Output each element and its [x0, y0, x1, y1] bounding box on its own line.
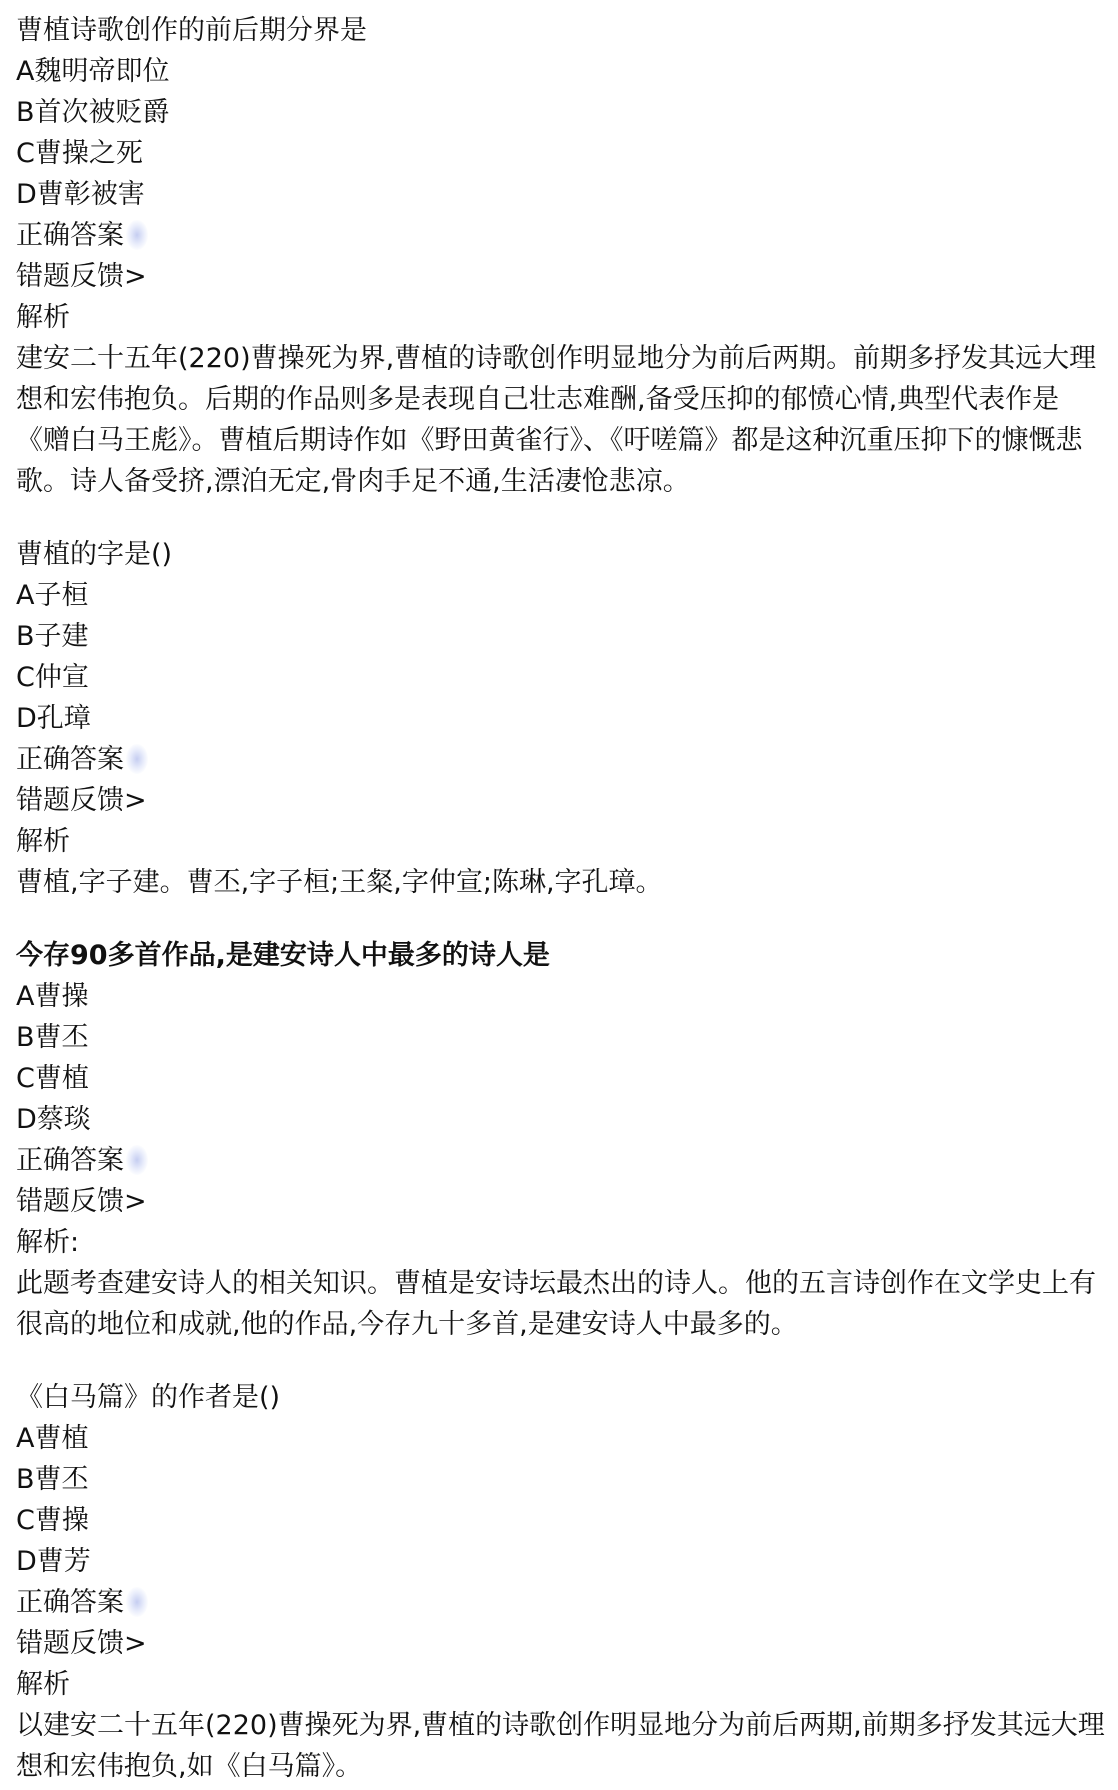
correct-answer-row [16, 1140, 1102, 1181]
correct-answer-label: 正确答案 [16, 1587, 124, 1618]
option-c: C曹操之死 [16, 138, 143, 169]
blurred-answer-icon [126, 744, 148, 774]
option-d: D蔡琰 [16, 1104, 91, 1135]
option-d: D曹芳 [16, 1546, 91, 1577]
question-title: 曹植的字是() [16, 539, 173, 570]
spacer [16, 1345, 1102, 1377]
option-a: A曹操 [16, 981, 89, 1012]
option-d: D孔璋 [16, 703, 91, 734]
analysis-label: 解析 [16, 1669, 70, 1700]
analysis-text: 以建安二十五年(220)曹操死为界,曹植的诗歌创作明显地分为前后两期,前期多抒发其远大理想和宏伟抱负,如《白马篇》。 [16, 1710, 1105, 1782]
option-c: C仲宣 [16, 662, 89, 693]
question-block-3 [16, 935, 1102, 1345]
option-b: B子建 [16, 621, 89, 652]
correct-answer-label: 正确答案 [16, 744, 124, 775]
question-block-1 [16, 10, 1102, 502]
correct-answer-row [16, 1582, 1102, 1623]
option-b: B曹丕 [16, 1022, 89, 1053]
error-feedback-link[interactable]: 错题反馈> [16, 785, 147, 816]
option-b: B首次被贬爵 [16, 97, 170, 128]
correct-answer-row [16, 739, 1102, 780]
analysis-label: 解析 [16, 826, 70, 857]
option-a: A魏明帝即位 [16, 56, 170, 87]
spacer [16, 502, 1102, 534]
error-feedback-link[interactable]: 错题反馈> [16, 261, 147, 292]
analysis-text: 此题考查建安诗人的相关知识。曹植是安诗坛最杰出的诗人。他的五言诗创作在文学史上有很高的地位和成就,他的作品,今存九十多首,是建安诗人中最多的。 [16, 1268, 1096, 1340]
analysis-label: 解析: [16, 1227, 80, 1258]
question-title: 今存90多首作品,是建安诗人中最多的诗人是 [16, 940, 550, 971]
analysis-text: 建安二十五年(220)曹操死为界,曹植的诗歌创作明显地分为前后两期。前期多抒发其远大理想和宏伟抱负。后期的作品则多是表现自己壮志难酬,备受压抑的郁愤心情,典型代表作是《赠白马王彪》。曹植后期诗作如《野田黄雀行》、《吁嗟篇》都是这种沉重压抑下的慷慨悲歌。诗人备受挤,漂泊无定,骨肉手足不通,生活凄怆悲凉。 [16, 343, 1097, 497]
option-c: C曹植 [16, 1063, 89, 1094]
question-block-4 [16, 1377, 1105, 1787]
question-title: 《白马篇》的作者是() [16, 1382, 281, 1413]
error-feedback-link[interactable]: 错题反馈> [16, 1186, 147, 1217]
option-a: A子桓 [16, 580, 89, 611]
correct-answer-label: 正确答案 [16, 220, 124, 251]
blurred-answer-icon [126, 1587, 148, 1617]
question-block-2 [16, 534, 1102, 903]
question-title: 曹植诗歌创作的前后期分界是 [16, 15, 367, 46]
correct-answer-row [16, 215, 1102, 256]
blurred-answer-icon [126, 220, 148, 250]
option-a: A曹植 [16, 1423, 89, 1454]
option-b: B曹丕 [16, 1464, 89, 1495]
correct-answer-label: 正确答案 [16, 1145, 124, 1176]
error-feedback-link[interactable]: 错题反馈> [16, 1628, 147, 1659]
spacer [16, 903, 1102, 935]
analysis-label: 解析 [16, 302, 70, 333]
analysis-text: 曹植,字子建。曹丕,字子桓;王粲,字仲宣;陈琳,字孔璋。 [16, 867, 663, 898]
option-c: C曹操 [16, 1505, 89, 1536]
option-d: D曹彰被害 [16, 179, 145, 210]
blurred-answer-icon [126, 1145, 148, 1175]
